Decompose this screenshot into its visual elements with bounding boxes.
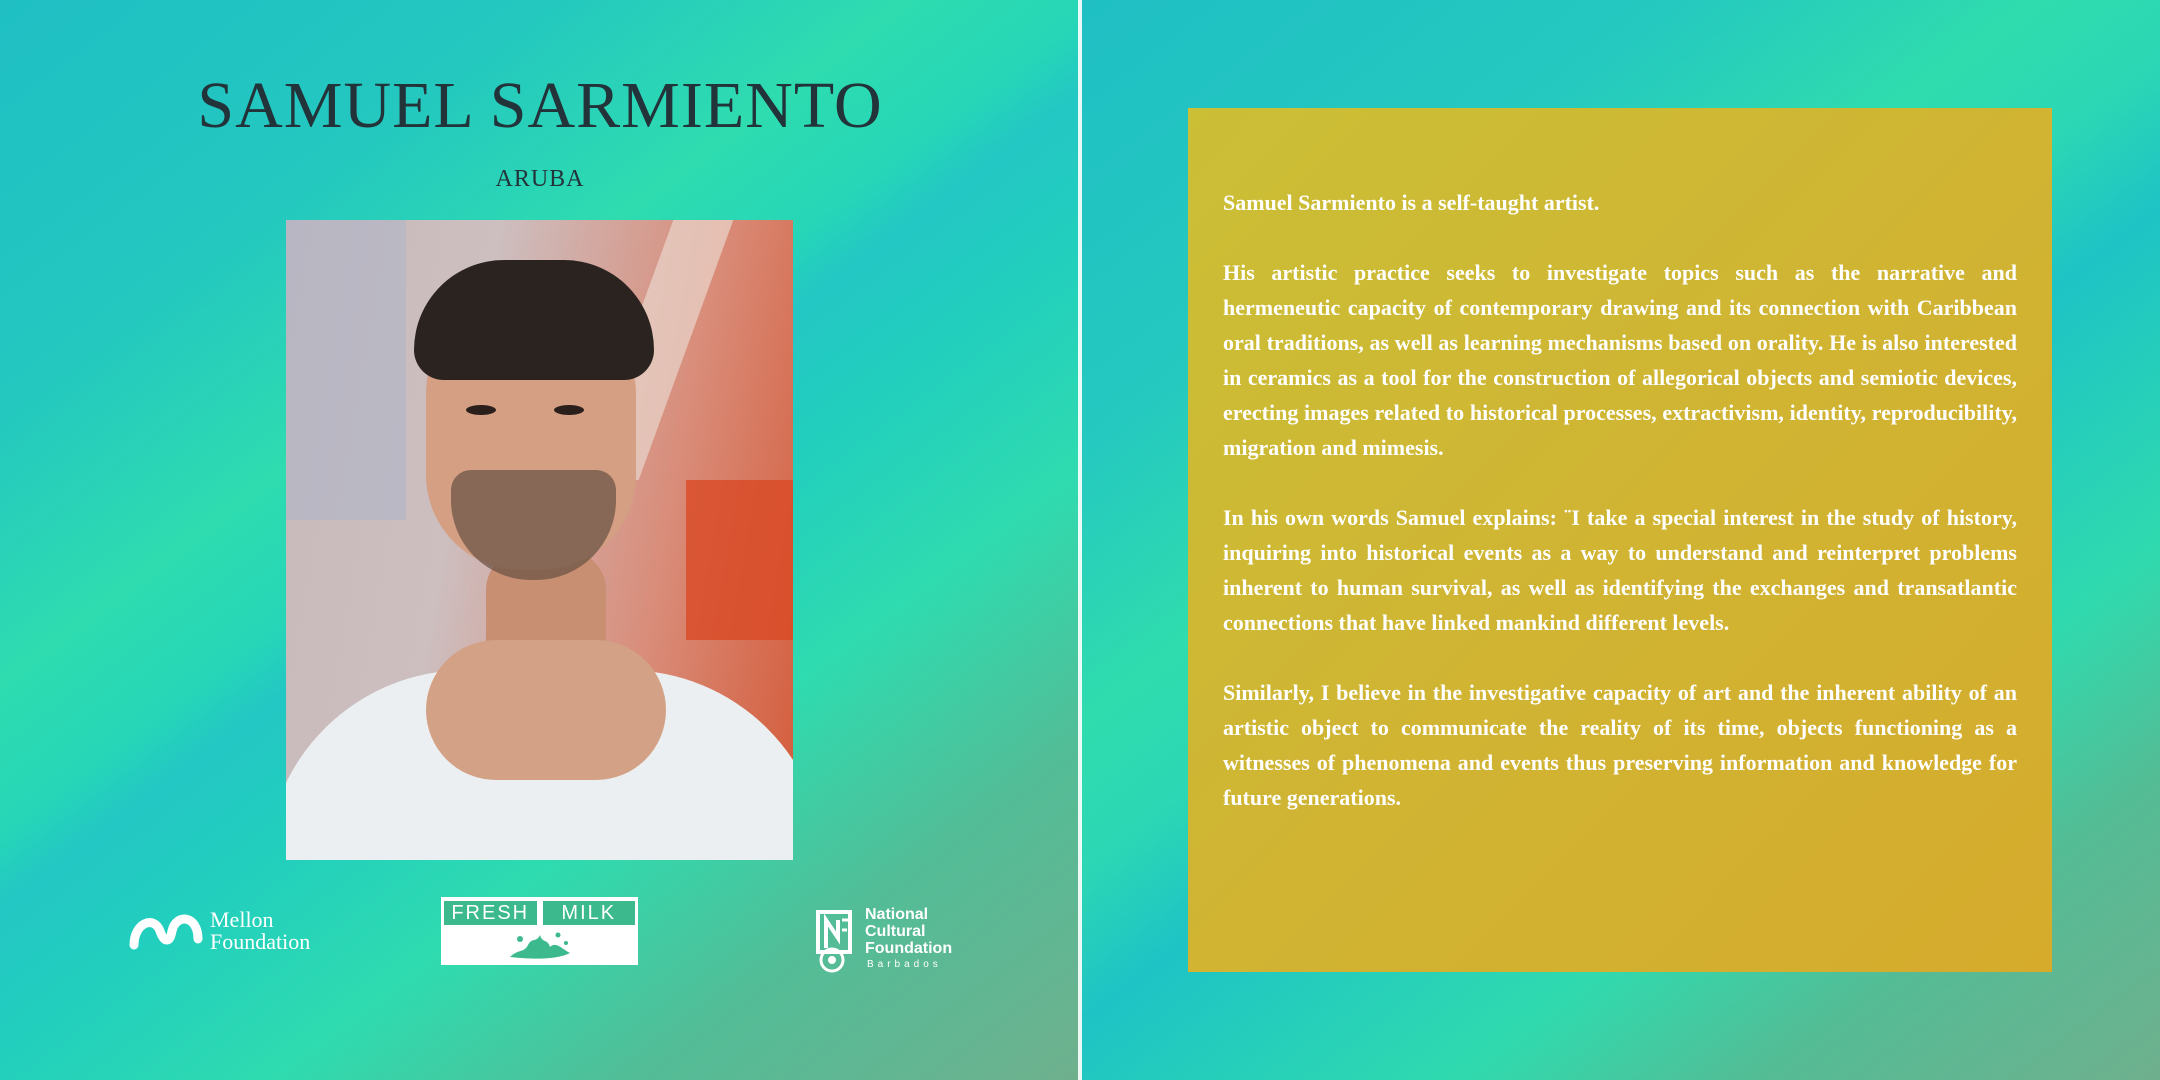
bio-paragraph: Similarly, I believe in the investigative capacity of art and the inherent ability of an artistic object to communicate the reality of its time, objects functioning as a witnesses of phenomena and events thus preserving information and knowledge for future generations. [1223, 680, 2017, 810]
ncf-line4: Barbados [867, 959, 942, 970]
bio-paragraph: Samuel Sarmiento is a self-taught artist. [1223, 190, 1600, 215]
mellon-foundation-logo [128, 905, 328, 955]
ncf-line2: Cultural [865, 923, 926, 940]
fresh-milk-logo [441, 897, 638, 965]
bio-text [1223, 185, 2017, 850]
artist-portrait [286, 220, 793, 860]
bio-paragraph: His artistic practice seeks to investigate topics such as the narrative and hermeneutic capacity of contemporary drawing and its connection with Caribbean oral traditions, as well as learning mechanisms based on orality. He is also interested in ceramics as a tool for the construction of allegorical objects and semiotic devices, erecting images related to historical processes, extractivism, identity, reproducibility, migration and mimesis. [1223, 260, 2017, 460]
artist-country: ARUBA [495, 166, 585, 192]
bio-box [1188, 108, 2052, 972]
ncf-barbados-logo [812, 906, 982, 974]
ncf-line3: Foundation [865, 940, 953, 957]
mellon-line1: Mellon [210, 907, 274, 932]
ncf-line1: National [865, 906, 929, 923]
fresh-milk-right: MILK [543, 901, 636, 925]
fresh-milk-left: FRESH [444, 901, 537, 925]
milk-splash-icon [506, 927, 576, 963]
ncf-emblem-icon [812, 908, 856, 974]
artist-name: SAMUEL SARMIENTO [197, 69, 883, 142]
panel-divider [1078, 0, 1082, 1080]
mellon-line2: Foundation [210, 929, 311, 954]
bio-paragraph: In his own words Samuel explains: ¨I take a special interest in the study of history, inquiring into historical events as a way to understand and reinterpret problems inherent to human survival, as well as identifying the exchanges and transatlantic connections that have linked mankind different levels. [1223, 505, 2017, 635]
mellon-m-icon [128, 905, 204, 951]
